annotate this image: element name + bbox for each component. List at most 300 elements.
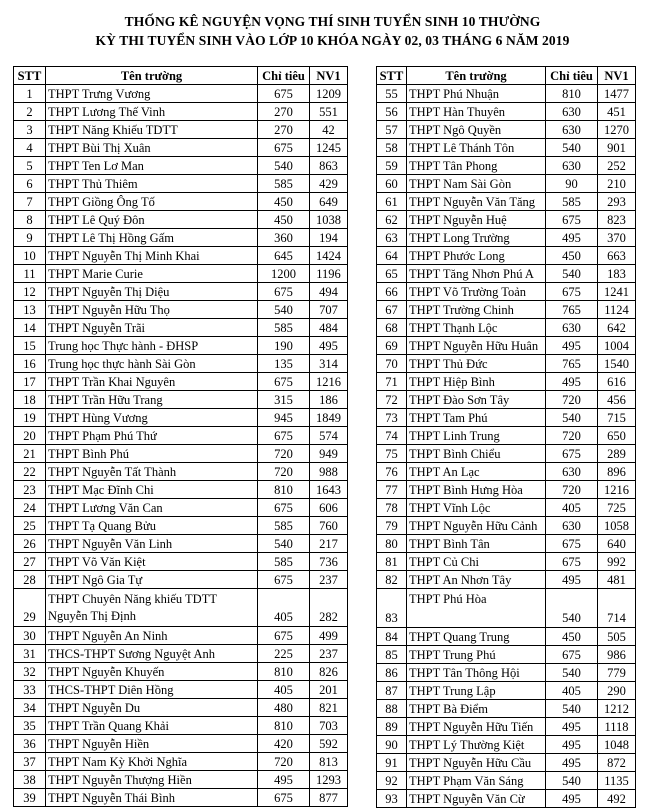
table-row bbox=[14, 481, 348, 499]
cell-nv1: 1540 bbox=[598, 355, 636, 373]
cell-school-name: THPT Hùng Vương bbox=[46, 409, 258, 427]
cell-stt: 57 bbox=[377, 121, 407, 139]
cell-quota: 675 bbox=[258, 627, 310, 645]
cell-quota: 190 bbox=[258, 337, 310, 355]
cell-nv1: 592 bbox=[310, 735, 348, 753]
header-quota: Chỉ tiêu bbox=[546, 67, 598, 85]
cell-nv1: 456 bbox=[598, 391, 636, 409]
cell-school-name: THPT Lương Văn Can bbox=[46, 499, 258, 517]
table-row bbox=[377, 283, 636, 301]
table-row bbox=[377, 718, 636, 736]
cell-school-name: THPT Nguyễn Văn Cừ bbox=[407, 790, 546, 808]
table-row bbox=[377, 229, 636, 247]
cell-school-name: THPT Nguyễn Thị Minh Khai bbox=[46, 247, 258, 265]
cell-quota: 675 bbox=[546, 211, 598, 229]
cell-quota: 675 bbox=[546, 553, 598, 571]
cell-school-name: THPT Nguyễn Thái Bình bbox=[46, 789, 258, 807]
cell-quota: 675 bbox=[258, 85, 310, 103]
cell-school-name: THPT Lê Quý Đôn bbox=[46, 211, 258, 229]
cell-stt: 71 bbox=[377, 373, 407, 391]
table-row bbox=[377, 337, 636, 355]
table-row bbox=[14, 121, 348, 139]
cell-nv1: 606 bbox=[310, 499, 348, 517]
cell-quota: 450 bbox=[258, 211, 310, 229]
cell-nv1: 1293 bbox=[310, 771, 348, 789]
table-row bbox=[14, 553, 348, 571]
cell-nv1: 282 bbox=[310, 589, 348, 627]
cell-school-name: THPT Tân Phong bbox=[407, 157, 546, 175]
cell-quota: 450 bbox=[258, 193, 310, 211]
cell-nv1: 1124 bbox=[598, 301, 636, 319]
cell-quota: 450 bbox=[546, 628, 598, 646]
cell-nv1: 826 bbox=[310, 663, 348, 681]
cell-quota: 630 bbox=[546, 103, 598, 121]
cell-nv1: 616 bbox=[598, 373, 636, 391]
table-row bbox=[377, 103, 636, 121]
table-row bbox=[14, 319, 348, 337]
cell-school-name: THPT Tân Thông Hội bbox=[407, 664, 546, 682]
cell-school-name: THPT Trưng Vương bbox=[46, 85, 258, 103]
cell-nv1: 663 bbox=[598, 247, 636, 265]
cell-quota: 585 bbox=[258, 517, 310, 535]
cell-school-name: THPT Trung Phú bbox=[407, 646, 546, 664]
cell-quota: 645 bbox=[258, 247, 310, 265]
table-row bbox=[377, 247, 636, 265]
cell-nv1: 813 bbox=[310, 753, 348, 771]
cell-nv1: 1135 bbox=[598, 772, 636, 790]
cell-school-name: THPT Trung Lập bbox=[407, 682, 546, 700]
table-row bbox=[14, 681, 348, 699]
cell-nv1: 481 bbox=[598, 571, 636, 589]
cell-school-name: THPT Nguyễn Thị Diệu bbox=[46, 283, 258, 301]
cell-stt: 19 bbox=[14, 409, 46, 427]
cell-stt: 69 bbox=[377, 337, 407, 355]
cell-stt: 75 bbox=[377, 445, 407, 463]
cell-stt: 25 bbox=[14, 517, 46, 535]
cell-stt: 36 bbox=[14, 735, 46, 753]
cell-quota: 495 bbox=[546, 373, 598, 391]
cell-school-name: THPT Lương Thế Vinh bbox=[46, 103, 258, 121]
cell-quota: 720 bbox=[546, 481, 598, 499]
cell-stt: 9 bbox=[14, 229, 46, 247]
table-row bbox=[14, 157, 348, 175]
cell-nv1: 370 bbox=[598, 229, 636, 247]
cell-nv1: 574 bbox=[310, 427, 348, 445]
cell-stt: 33 bbox=[14, 681, 46, 699]
cell-school-name: THPT Lê Thị Hồng Gấm bbox=[46, 229, 258, 247]
table-row bbox=[377, 445, 636, 463]
table-row bbox=[14, 589, 348, 627]
table-row bbox=[377, 628, 636, 646]
cell-school-name: THPT Thạnh Lộc bbox=[407, 319, 546, 337]
cell-stt: 12 bbox=[14, 283, 46, 301]
table-row bbox=[377, 736, 636, 754]
cell-nv1: 714 bbox=[598, 589, 636, 628]
cell-school-name: THPT Đào Sơn Tây bbox=[407, 391, 546, 409]
table-row bbox=[14, 571, 348, 589]
cell-school-name: THPT Tạ Quang Bửu bbox=[46, 517, 258, 535]
cell-stt: 31 bbox=[14, 645, 46, 663]
cell-school-name: THPT Mạc Đĩnh Chi bbox=[46, 481, 258, 499]
cell-quota: 585 bbox=[546, 193, 598, 211]
cell-nv1: 1212 bbox=[598, 700, 636, 718]
cell-school-name: THPT Nguyễn Hữu Tiến bbox=[407, 718, 546, 736]
table-row bbox=[377, 211, 636, 229]
cell-school-name: Trung học Thực hành - ĐHSP bbox=[46, 337, 258, 355]
cell-school-name: THPT Linh Trung bbox=[407, 427, 546, 445]
cell-quota: 675 bbox=[546, 445, 598, 463]
cell-quota: 765 bbox=[546, 355, 598, 373]
cell-stt: 24 bbox=[14, 499, 46, 517]
cell-stt: 64 bbox=[377, 247, 407, 265]
cell-stt: 29 bbox=[14, 589, 46, 627]
cell-school-name: THPT Thủ Đức bbox=[407, 355, 546, 373]
cell-quota: 495 bbox=[546, 571, 598, 589]
cell-nv1: 949 bbox=[310, 445, 348, 463]
cell-stt: 10 bbox=[14, 247, 46, 265]
cell-school-name: THPT Nguyễn Trãi bbox=[46, 319, 258, 337]
table-row bbox=[377, 772, 636, 790]
cell-stt: 7 bbox=[14, 193, 46, 211]
cell-nv1: 823 bbox=[598, 211, 636, 229]
cell-stt: 26 bbox=[14, 535, 46, 553]
cell-quota: 270 bbox=[258, 103, 310, 121]
cell-school-name: THPT Trần Quang Khải bbox=[46, 717, 258, 735]
table-row bbox=[14, 517, 348, 535]
cell-quota: 720 bbox=[258, 445, 310, 463]
cell-stt: 86 bbox=[377, 664, 407, 682]
cell-stt: 14 bbox=[14, 319, 46, 337]
cell-quota: 675 bbox=[258, 139, 310, 157]
cell-stt: 88 bbox=[377, 700, 407, 718]
table-row bbox=[14, 265, 348, 283]
cell-quota: 675 bbox=[258, 789, 310, 807]
cell-school-name: THPT Nguyễn Hữu Thọ bbox=[46, 301, 258, 319]
cell-nv1: 649 bbox=[310, 193, 348, 211]
cell-stt: 67 bbox=[377, 301, 407, 319]
cell-quota: 360 bbox=[258, 229, 310, 247]
table-row bbox=[377, 355, 636, 373]
table-row bbox=[14, 373, 348, 391]
cell-nv1: 1209 bbox=[310, 85, 348, 103]
cell-quota: 405 bbox=[258, 589, 310, 627]
cell-nv1: 1424 bbox=[310, 247, 348, 265]
cell-school-name: THPT Trần Khai Nguyên bbox=[46, 373, 258, 391]
table-row bbox=[377, 427, 636, 445]
cell-quota: 720 bbox=[258, 463, 310, 481]
cell-nv1: 986 bbox=[598, 646, 636, 664]
cell-nv1: 252 bbox=[598, 157, 636, 175]
table-row bbox=[377, 481, 636, 499]
cell-nv1: 451 bbox=[598, 103, 636, 121]
cell-nv1: 505 bbox=[598, 628, 636, 646]
cell-school-name: THPT Bà Điểm bbox=[407, 700, 546, 718]
cell-nv1: 1004 bbox=[598, 337, 636, 355]
document-title-line-1: THỐNG KÊ NGUYỆN VỌNG THÍ SINH TUYỂN SINH 10 THƯỜNG bbox=[124, 14, 541, 29]
cell-stt: 18 bbox=[14, 391, 46, 409]
table-row bbox=[377, 319, 636, 337]
cell-stt: 61 bbox=[377, 193, 407, 211]
cell-stt: 21 bbox=[14, 445, 46, 463]
cell-stt: 81 bbox=[377, 553, 407, 571]
table-row bbox=[14, 645, 348, 663]
cell-nv1: 896 bbox=[598, 463, 636, 481]
cell-school-name: THPT Phạm Phú Thứ bbox=[46, 427, 258, 445]
cell-stt: 66 bbox=[377, 283, 407, 301]
cell-nv1: 877 bbox=[310, 789, 348, 807]
cell-school-name: THPT Chuyên Năng khiếu TDTT Nguyễn Thị Định bbox=[46, 589, 258, 627]
cell-school-name: THPT Tăng Nhơn Phú A bbox=[407, 265, 546, 283]
cell-school-name: THPT Nguyễn Du bbox=[46, 699, 258, 717]
cell-quota: 225 bbox=[258, 645, 310, 663]
cell-stt: 82 bbox=[377, 571, 407, 589]
cell-quota: 540 bbox=[546, 700, 598, 718]
cell-nv1: 290 bbox=[598, 682, 636, 700]
table-row bbox=[14, 103, 348, 121]
cell-nv1: 1477 bbox=[598, 85, 636, 103]
cell-nv1: 499 bbox=[310, 627, 348, 645]
table-row bbox=[14, 355, 348, 373]
cell-school-name: THPT Ngô Gia Tự bbox=[46, 571, 258, 589]
cell-stt: 58 bbox=[377, 139, 407, 157]
cell-quota: 495 bbox=[546, 718, 598, 736]
table-row bbox=[377, 589, 636, 628]
table-row bbox=[377, 571, 636, 589]
cell-school-name: THPT Bình Hưng Hòa bbox=[407, 481, 546, 499]
cell-school-name: THPT Bùi Thị Xuân bbox=[46, 139, 258, 157]
cell-quota: 810 bbox=[546, 85, 598, 103]
cell-quota: 765 bbox=[546, 301, 598, 319]
cell-stt: 56 bbox=[377, 103, 407, 121]
table-row bbox=[14, 409, 348, 427]
cell-nv1: 1196 bbox=[310, 265, 348, 283]
cell-school-name: THCS-THPT Diên Hồng bbox=[46, 681, 258, 699]
cell-quota: 405 bbox=[546, 499, 598, 517]
cell-quota: 315 bbox=[258, 391, 310, 409]
table-row bbox=[377, 553, 636, 571]
cell-stt: 62 bbox=[377, 211, 407, 229]
table-row bbox=[14, 427, 348, 445]
table-row bbox=[377, 373, 636, 391]
cell-nv1: 201 bbox=[310, 681, 348, 699]
left-table-body bbox=[14, 85, 348, 807]
table-row bbox=[377, 157, 636, 175]
cell-quota: 495 bbox=[546, 736, 598, 754]
cell-stt: 35 bbox=[14, 717, 46, 735]
cell-quota: 630 bbox=[546, 319, 598, 337]
cell-nv1: 495 bbox=[310, 337, 348, 355]
cell-nv1: 992 bbox=[598, 553, 636, 571]
cell-nv1: 1245 bbox=[310, 139, 348, 157]
cell-school-name: THPT Bình Tân bbox=[407, 535, 546, 553]
cell-school-name: THPT Võ Văn Kiệt bbox=[46, 553, 258, 571]
cell-stt: 78 bbox=[377, 499, 407, 517]
cell-school-name: THPT Củ Chi bbox=[407, 553, 546, 571]
table-row bbox=[14, 139, 348, 157]
cell-quota: 540 bbox=[546, 139, 598, 157]
table-row bbox=[377, 391, 636, 409]
table-row bbox=[14, 175, 348, 193]
cell-quota: 450 bbox=[546, 247, 598, 265]
cell-quota: 135 bbox=[258, 355, 310, 373]
cell-nv1: 715 bbox=[598, 409, 636, 427]
cell-school-name: THPT Nam Kỳ Khởi Nghĩa bbox=[46, 753, 258, 771]
cell-quota: 540 bbox=[546, 409, 598, 427]
cell-quota: 540 bbox=[546, 664, 598, 682]
cell-stt: 37 bbox=[14, 753, 46, 771]
cell-stt: 84 bbox=[377, 628, 407, 646]
cell-nv1: 1216 bbox=[310, 373, 348, 391]
cell-stt: 77 bbox=[377, 481, 407, 499]
header-nv1: NV1 bbox=[310, 67, 348, 85]
cell-quota: 495 bbox=[546, 754, 598, 772]
header-school-name: Tên trường bbox=[46, 67, 258, 85]
cell-nv1: 779 bbox=[598, 664, 636, 682]
cell-stt: 74 bbox=[377, 427, 407, 445]
cell-stt: 5 bbox=[14, 157, 46, 175]
table-row bbox=[377, 85, 636, 103]
cell-school-name: Trung học thực hành Sài Gòn bbox=[46, 355, 258, 373]
table-row bbox=[377, 754, 636, 772]
cell-stt: 8 bbox=[14, 211, 46, 229]
cell-nv1: 1118 bbox=[598, 718, 636, 736]
cell-school-name: THCS-THPT Sương Nguyệt Anh bbox=[46, 645, 258, 663]
cell-stt: 20 bbox=[14, 427, 46, 445]
cell-stt: 30 bbox=[14, 627, 46, 645]
table-row bbox=[14, 771, 348, 789]
cell-school-name: THPT Phú Nhuận bbox=[407, 85, 546, 103]
cell-nv1: 42 bbox=[310, 121, 348, 139]
table-row bbox=[14, 229, 348, 247]
cell-stt: 79 bbox=[377, 517, 407, 535]
cell-nv1: 484 bbox=[310, 319, 348, 337]
cell-school-name: THPT Ngô Quyền bbox=[407, 121, 546, 139]
cell-school-name: THPT Lý Thường Kiệt bbox=[407, 736, 546, 754]
cell-nv1: 1270 bbox=[598, 121, 636, 139]
cell-quota: 495 bbox=[546, 229, 598, 247]
table-row bbox=[377, 682, 636, 700]
table-row bbox=[14, 735, 348, 753]
cell-quota: 630 bbox=[546, 463, 598, 481]
table-row bbox=[14, 193, 348, 211]
cell-quota: 495 bbox=[546, 790, 598, 808]
cell-stt: 17 bbox=[14, 373, 46, 391]
cell-stt: 68 bbox=[377, 319, 407, 337]
header-school-name: Tên trường bbox=[407, 67, 546, 85]
cell-nv1: 186 bbox=[310, 391, 348, 409]
cell-school-name: THPT Trường Chinh bbox=[407, 301, 546, 319]
cell-school-name: THPT Nguyễn An Ninh bbox=[46, 627, 258, 645]
table-row bbox=[14, 699, 348, 717]
cell-school-name: THPT Tam Phú bbox=[407, 409, 546, 427]
table-row bbox=[14, 337, 348, 355]
cell-school-name: THPT Nguyễn Văn Linh bbox=[46, 535, 258, 553]
table-row bbox=[377, 265, 636, 283]
table-row bbox=[14, 535, 348, 553]
table-row bbox=[14, 391, 348, 409]
table-row bbox=[377, 499, 636, 517]
cell-quota: 585 bbox=[258, 553, 310, 571]
cell-quota: 810 bbox=[258, 481, 310, 499]
cell-quota: 495 bbox=[546, 337, 598, 355]
left-school-table bbox=[13, 66, 348, 807]
cell-stt: 1 bbox=[14, 85, 46, 103]
cell-nv1: 494 bbox=[310, 283, 348, 301]
cell-nv1: 429 bbox=[310, 175, 348, 193]
cell-quota: 945 bbox=[258, 409, 310, 427]
cell-quota: 810 bbox=[258, 663, 310, 681]
table-row bbox=[14, 463, 348, 481]
table-row bbox=[14, 789, 348, 807]
cell-school-name: THPT Hàn Thuyên bbox=[407, 103, 546, 121]
cell-school-name: THPT Nguyễn Khuyến bbox=[46, 663, 258, 681]
table-row bbox=[14, 247, 348, 265]
cell-quota: 90 bbox=[546, 175, 598, 193]
cell-nv1: 1038 bbox=[310, 211, 348, 229]
cell-quota: 675 bbox=[258, 427, 310, 445]
cell-quota: 810 bbox=[258, 717, 310, 735]
table-row bbox=[14, 85, 348, 103]
cell-nv1: 1241 bbox=[598, 283, 636, 301]
cell-stt: 16 bbox=[14, 355, 46, 373]
cell-quota: 540 bbox=[546, 772, 598, 790]
cell-school-name: THPT Ten Lơ Man bbox=[46, 157, 258, 175]
cell-nv1: 1216 bbox=[598, 481, 636, 499]
table-row bbox=[377, 301, 636, 319]
cell-school-name: THPT Phước Long bbox=[407, 247, 546, 265]
cell-stt: 63 bbox=[377, 229, 407, 247]
cell-quota: 675 bbox=[546, 283, 598, 301]
cell-school-name: THPT Võ Trường Toản bbox=[407, 283, 546, 301]
cell-stt: 2 bbox=[14, 103, 46, 121]
cell-stt: 65 bbox=[377, 265, 407, 283]
cell-quota: 420 bbox=[258, 735, 310, 753]
cell-stt: 3 bbox=[14, 121, 46, 139]
cell-quota: 675 bbox=[258, 499, 310, 517]
cell-stt: 55 bbox=[377, 85, 407, 103]
cell-nv1: 642 bbox=[598, 319, 636, 337]
cell-stt: 32 bbox=[14, 663, 46, 681]
cell-nv1: 725 bbox=[598, 499, 636, 517]
cell-school-name: THPT Nguyễn Hữu Cầu bbox=[407, 754, 546, 772]
cell-nv1: 736 bbox=[310, 553, 348, 571]
table-row bbox=[377, 664, 636, 682]
right-table-body bbox=[377, 85, 636, 808]
cell-nv1: 640 bbox=[598, 535, 636, 553]
cell-stt: 70 bbox=[377, 355, 407, 373]
cell-school-name: THPT Marie Curie bbox=[46, 265, 258, 283]
cell-school-name: THPT Nguyễn Hiền bbox=[46, 735, 258, 753]
cell-school-name: THPT Nguyễn Thượng Hiền bbox=[46, 771, 258, 789]
header-stt: STT bbox=[377, 67, 407, 85]
table-row bbox=[377, 409, 636, 427]
cell-stt: 92 bbox=[377, 772, 407, 790]
cell-quota: 540 bbox=[546, 589, 598, 628]
cell-stt: 83 bbox=[377, 589, 407, 628]
cell-quota: 720 bbox=[258, 753, 310, 771]
cell-quota: 720 bbox=[546, 427, 598, 445]
cell-quota: 540 bbox=[258, 157, 310, 175]
table-row bbox=[14, 445, 348, 463]
cell-stt: 89 bbox=[377, 718, 407, 736]
cell-school-name: THPT Vĩnh Lộc bbox=[407, 499, 546, 517]
table-row bbox=[14, 301, 348, 319]
document-title-line-2: KỲ THI TUYỂN SINH VÀO LỚP 10 KHÓA NGÀY 02, 03 THÁNG 6 NĂM 2019 bbox=[95, 33, 570, 48]
cell-nv1: 492 bbox=[598, 790, 636, 808]
cell-quota: 675 bbox=[546, 535, 598, 553]
cell-quota: 270 bbox=[258, 121, 310, 139]
cell-nv1: 289 bbox=[598, 445, 636, 463]
